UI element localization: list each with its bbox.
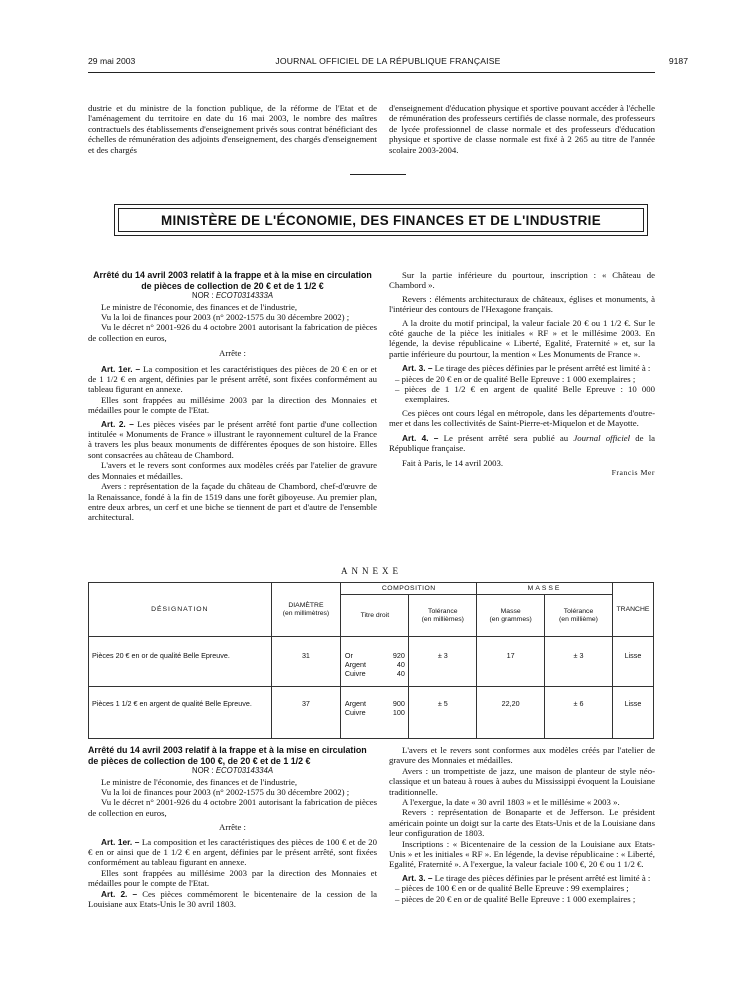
arrete1-nor: NOR : ECOT0314333A — [191, 291, 274, 301]
arrete1-tirage-or: – pièces de 20 € en or de qualité Belle Epreuve : 1 000 exemplaires ; — [395, 373, 636, 384]
row1-tranche: Lisse — [612, 637, 653, 687]
running-header — [88, 56, 688, 70]
arrete2-art3: Art. 3. – Le tirage des pièces définies par le présent arrêté est limité à : — [402, 872, 651, 883]
row2-tol-masse: ± 6 — [545, 687, 613, 739]
header-page-number: 9187 — [668, 56, 688, 66]
top-left-paragraph: dustrie et du ministre de la fonction publique, de la réforme de l'Etat et de l'aménagement du territoire en date du 16 mai 2003, le nombre des maîtres contractuels des établissements d'enseignement privés sous contrat bénéficiant des échelles de rémunération des adjoints d'enseignement, des chargés d'enseignement et des chargés — [88, 103, 377, 155]
row2-titre: Argent 900 Cuivre 100 — [341, 687, 409, 739]
row1-tolerance: ± 3 — [409, 637, 477, 687]
arrete2-art1: Art. 1er. – La composition et les caractéristiques des pièces de 100 € et de 20 € en or ainsi que de 1 1/2 € en argent, définies par le présent arrêté, sont fixées conformément au tableau figurant en annexe. — [88, 836, 377, 868]
arrete1-right-column — [389, 270, 655, 478]
section-divider — [350, 174, 406, 175]
arrete1-art2: Art. 2. – Les pièces visées par le présent arrêté font partie d'une collection intitulée « Monuments de France » illustrant le rayonnement culturel de la France à travers les plus beaux monuments de différentes époques de son histoire. Elles sont consacrées au château de Chambord. — [88, 418, 377, 460]
arrete1-fait: Fait à Paris, le 14 avril 2003. — [402, 457, 504, 468]
row1-titre: Or 920 Argent 40 Cuivre 40 — [341, 637, 409, 687]
col-tolerance: Tolérance (en millièmes) — [409, 595, 477, 637]
annexe-table — [88, 582, 654, 739]
arrete2-inscriptions: Inscriptions : « Bicentenaire de la cession de la Louisiane aux Etats-Unis » et les initiales « RF ». En légende, la devise républicaine : « Liberté, Egalité, Fraternité ». A l'exergue, la valeur faciale 100 €, 20 € ou 1 1/2 €. — [389, 838, 655, 870]
arrete1-art1: Art. 1er. – La composition et les caractéristiques des pièces de 20 € en or et de 1 1/2 € en argent, définies par le présent arrêté, sont fixées conformément au tableau figurant en annexe. — [88, 363, 377, 395]
table-row — [89, 637, 654, 687]
row1-tol-masse: ± 3 — [545, 637, 613, 687]
annexe-title: ANNEXE — [341, 566, 402, 576]
header-journal-title: JOURNAL OFFICIEL DE LA RÉPUBLIQUE FRANÇAISE — [275, 56, 501, 66]
arrete1-vu2: Vu le décret n° 2001-926 du 4 octobre 2001 autorisant la fabrication de pièces de collection en euros, — [88, 322, 377, 343]
ministry-banner — [114, 204, 648, 236]
row1-designation: Pièces 20 € en or de qualité Belle Epreuve. — [89, 637, 272, 687]
arrete2-art2: Art. 2. – Ces pièces commémorent le bicentenaire de la cession de la Louisiane aux Etats-Unis le 30 avril 1803. — [88, 888, 378, 910]
col-masse-grammes: Masse (en grammes) — [477, 595, 545, 637]
row2-masse: 22,20 — [477, 687, 545, 739]
arrete2-arrete: Arrête : — [219, 822, 246, 833]
row1-diametre: 31 — [271, 637, 341, 687]
arrete1-left-column — [88, 270, 377, 523]
row2-tolerance: ± 5 — [409, 687, 477, 739]
arrete2-tirage-100: – pièces de 100 € en or de qualité Belle Epreuve : 99 exemplaires ; — [395, 883, 629, 894]
col-designation: DÉSIGNATION — [89, 583, 272, 637]
arrete2-avers: Avers : un trompettiste de jazz, une maison de planteur de style néo-classique et un bateau à roues à aubes du Mississippi évoquent la Louisiane traditionnelle. — [389, 765, 655, 797]
arrete2-vu1: Vu la loi de finances pour 2003 (n° 2002-1575 du 30 décembre 2002) ; — [101, 787, 350, 797]
col-tranche: TRANCHE — [612, 583, 653, 637]
col-titre-droit: Titre droit — [341, 595, 409, 637]
col-diametre: DIAMÈTRE (en millimètres) — [271, 583, 341, 637]
row2-diametre: 37 — [271, 687, 341, 739]
arrete1-inscription: Sur la partie inférieure du pourtour, inscription : « Château de Chambord ». — [389, 270, 655, 291]
arrete2-art1b: Elles sont frappées au millésime 2003 par la direction des Monnaies et médailles pour le compte de l'Etat. — [88, 867, 377, 889]
arrete1-art1b: Elles sont frappées au millésime 2003 par la direction des Monnaies et médailles pour le compte de l'Etat. — [88, 394, 377, 416]
arrete1-arrete: Arrête : — [219, 348, 246, 359]
arrete2-exergue: A l'exergue, la date « 30 avril 1803 » et le millésime « 2003 ». — [402, 797, 620, 808]
arrete1-minister: Le ministre de l'économie, des finances et de l'industrie, — [101, 301, 298, 312]
arrete2-tirage-20: – pièces de 20 € en or de qualité Belle Epreuve : 1 000 exemplaires ; — [395, 893, 636, 904]
arrete1-revers: Revers : éléments architecturaux de châteaux, églises et monuments, à l'intérieur des contours de l'Hexagone français. — [389, 293, 655, 315]
annexe-header-row-1 — [89, 583, 654, 595]
row2-designation: Pièces 1 1/2 € en argent de qualité Belle Epreuve. — [89, 687, 272, 739]
ministry-title: MINISTÈRE DE L'ÉCONOMIE, DES FINANCES ET DE L'INDUSTRIE — [118, 208, 644, 232]
arrete1-signature: Francis Mer — [611, 467, 655, 477]
header-date: 29 mai 2003 — [88, 56, 136, 66]
arrete2-vu2: Vu le décret n° 2001-926 du 4 octobre 2001 autorisant la fabrication de pièces de collection en euros, — [88, 797, 377, 818]
arrete1-valeur: A la droite du motif principal, la valeur faciale 20 € ou 1 1/2 €. Sur le côté gauche de la pièce les initiales « RF » et le millésime 2003. En légende, la devise républicaine « Liberté, Egalité, Fraternité » et, sur la partie inférieure du pourtour, la mention « Les Monuments de France ». — [389, 317, 655, 359]
arrete1-vu1: Vu la loi de finances pour 2003 (n° 2002-1575 du 30 décembre 2002) ; — [101, 312, 350, 322]
arrete1-title: Arrêté du 14 avril 2003 relatif à la frappe et à la mise en circulation de pièces de collection de 20 € et de 1 1/2 € — [93, 270, 372, 291]
arrete1-tirage-argent: – pièces de 1 1/2 € en argent de qualité Belle Epreuve : 10 000 exemplaires. — [395, 384, 655, 405]
col-masse: MASSE — [477, 583, 613, 595]
arrete1-avers: Avers : représentation de la façade du château de Chambord, chef-d'œuvre de la Renaissance, fondé à la fin de 1519 dans une forêt giboyeuse. Au premier plan, entre deux arbres, un cerf et une biche se tiennent de part et d'autre de l'ensemble architectural. — [88, 481, 377, 523]
header-rule — [88, 72, 655, 73]
row2-tranche: Lisse — [612, 687, 653, 739]
row1-masse: 17 — [477, 637, 545, 687]
arrete2-left-column — [88, 745, 377, 909]
arrete1-avers-intro: L'avers et le revers sont conformes aux modèles créés par l'atelier de gravure des Monnaies et médailles. — [88, 460, 377, 481]
arrete2-right-column — [389, 745, 655, 904]
col-composition: COMPOSITION — [341, 583, 477, 595]
arrete2-avers-intro: L'avers et le revers sont conformes aux modèles créés par l'atelier de gravure des Monnaies et médailles. — [389, 745, 655, 766]
arrete2-revers: Revers : représentation de Bonaparte et de Jefferson. Le président américain pointe un doigt sur la carte des Etats-Unis et de la Louisiane dans leur configuration de 1803. — [389, 807, 655, 839]
top-right-paragraph: d'enseignement d'éducation physique et sportive pouvant accéder à l'échelle de rémunération des professeurs certifiés de classe normale, des professeurs de lycée professionnel de classe normale et des professeurs d'éducation physique et sportive de classe normale est fixé à 2 265 au titre de l'année scolaire 2003-2004. — [389, 103, 655, 155]
arrete1-art4: Art. 4. – Le présent arrêté sera publié au Journal officiel de la République française. — [389, 432, 656, 454]
arrete2-title: Arrêté du 14 avril 2003 relatif à la frappe et à la mise en circulation de pièces de collection de 100 €, de 20 € et de 1 1/2 € — [88, 745, 367, 766]
arrete1-cours-legal: Ces pièces ont cours légal en métropole, dans les départements d'outre-mer et dans les collectivités de Saint-Pierre-et-Miquelon et de Mayotte. — [389, 407, 655, 429]
col-tolerance-masse: Tolérance (en millième) — [545, 595, 613, 637]
table-row — [89, 687, 654, 739]
arrete2-nor: NOR : ECOT0314334A — [191, 766, 274, 776]
arrete2-minister: Le ministre de l'économie, des finances et de l'industrie, — [101, 776, 298, 787]
arrete1-art3: Art. 3. – Le tirage des pièces définies par le présent arrêté est limité à : — [402, 363, 651, 374]
